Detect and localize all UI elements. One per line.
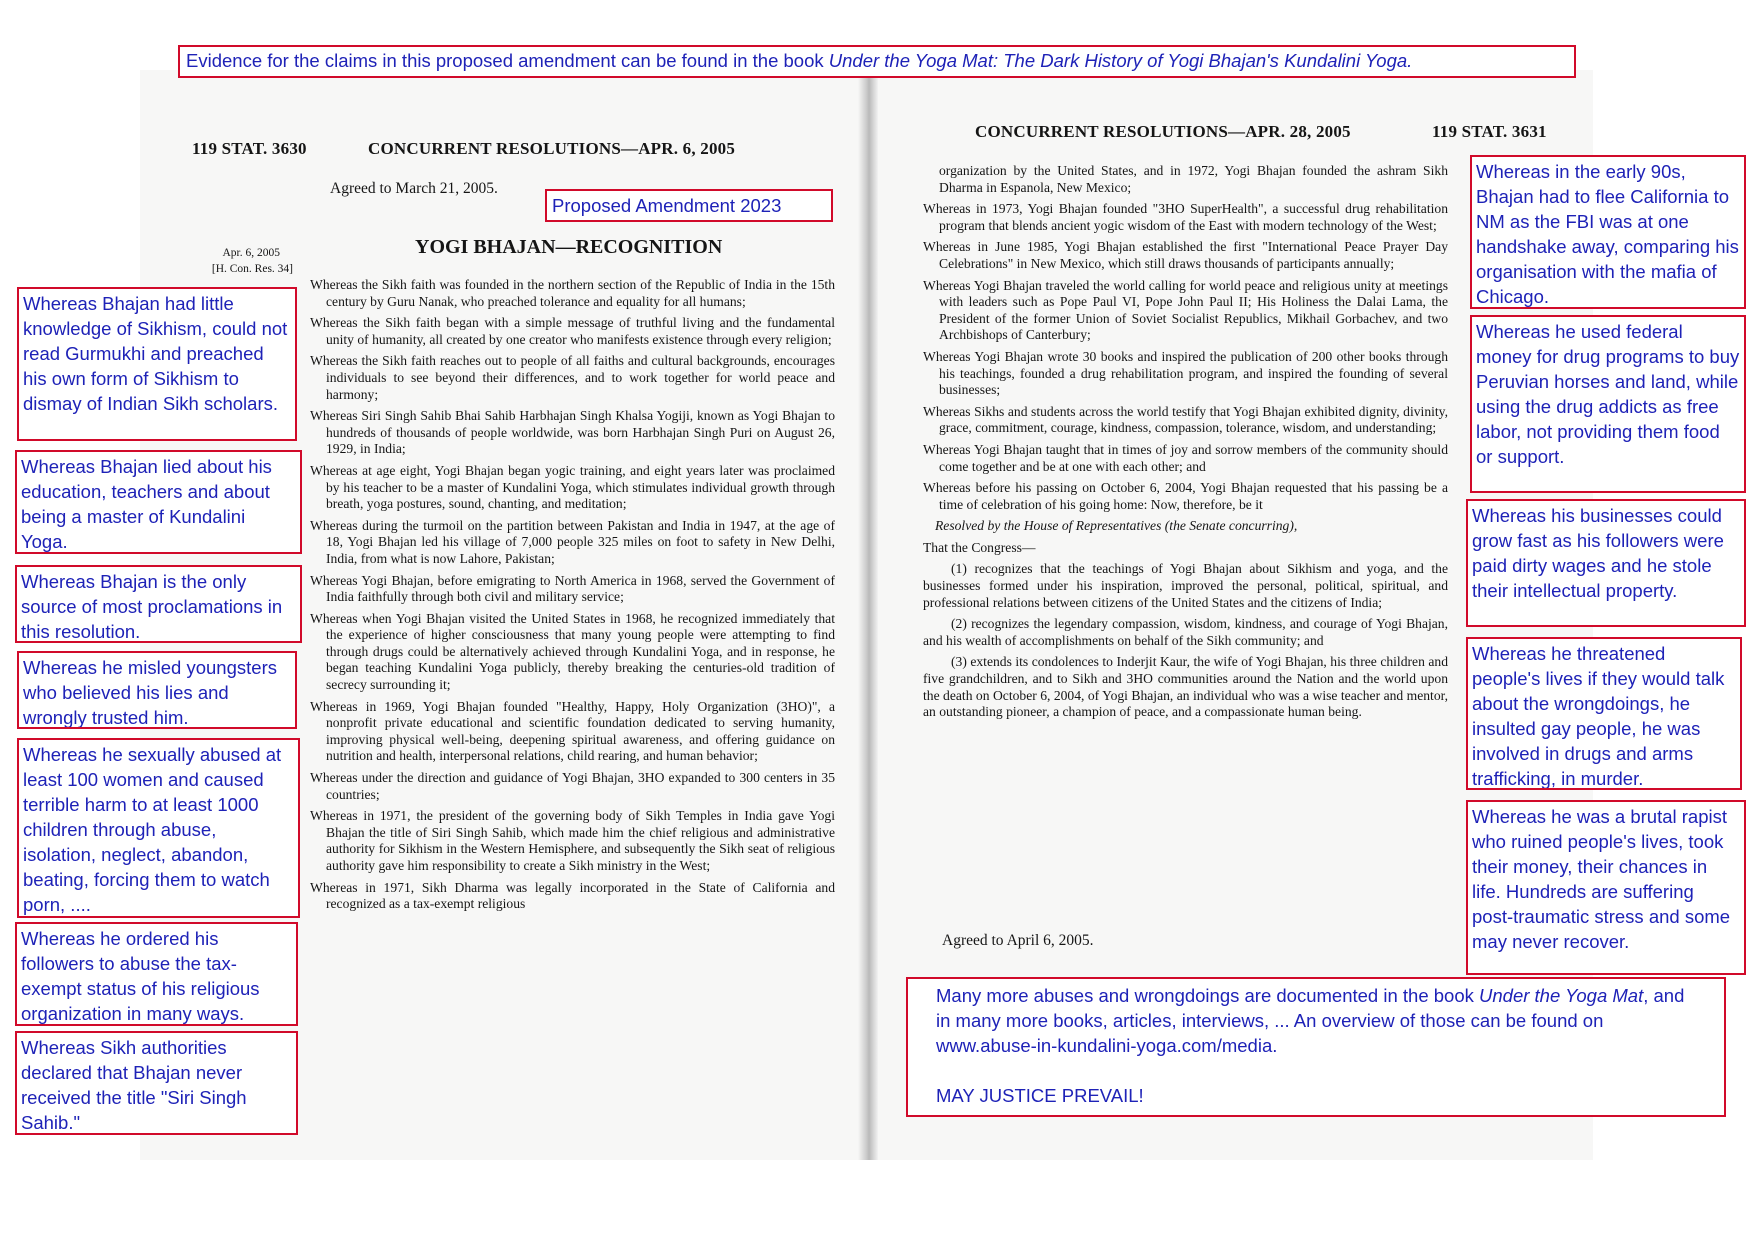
left-whereas-paragraph: Whereas the Sikh faith reaches out to people of all faiths and cultural backgrounds, encourages individuals to see beyond their differences, and to work together for world peace and harmony; xyxy=(310,353,835,402)
right-whereas-paragraph: Whereas Yogi Bhajan traveled the world calling for world peace and religious unity at meetings with leaders such as Pope Paul VI, Pope John Paul II; His Holiness the Dalai Lama, the President of the former Union of Soviet Socialist Republics, Mikhail Gorbachev, and two Archbishops of Canterbury; xyxy=(923,277,1448,343)
left-whereas-paragraph: Whereas in 1969, Yogi Bhajan founded "Healthy, Happy, Holy Organization (3HO)", a nonprofit private educational and scientific foundation dedicated to serving humanity, improving physical well-being, deepening spiritual awareness, and offering guidance on nutrition and health, interpersonal relations, child rearing, and human behavior; xyxy=(310,698,835,764)
left-whereas-paragraph: Whereas during the turmoil on the partition between Pakistan and India in 1947, at the age of 18, Yogi Bhajan led his village of 7,000 people 325 miles on foot to safety in New Delhi, India, from what is now Lahore, Pakistan; xyxy=(310,517,835,566)
left-whereas-paragraph: Whereas under the direction and guidance of Yogi Bhajan, 3HO expanded to 300 centers in 35 countries; xyxy=(310,770,835,802)
left-resolution-body xyxy=(310,277,835,1127)
left-margin-date: Apr. 6, 2005 xyxy=(222,247,280,259)
closing-note-rest: , and in many more books, articles, interviews, ... An overview of those can be found on www.abuse-in-kundalini-yoga.com/media. xyxy=(936,985,1685,1056)
right-whereas-paragraph: Whereas Yogi Bhajan taught that in times of joy and sorrow members of the community should come together and be at one with each other; and xyxy=(923,441,1448,474)
resolution-clause: (2) recognizes the legendary compassion, wisdom, kindness, and courage of Yogi Bhajan, and his wealth of accomplishments on behalf of the Sikh community; and xyxy=(923,616,1448,648)
book-spine xyxy=(858,75,878,1160)
left-annotation-note: Whereas he ordered his followers to abuse the tax-exempt status of his religious organization in many ways. xyxy=(15,922,298,1026)
left-agreed-line: Agreed to March 21, 2005. xyxy=(330,180,498,197)
closing-spacer xyxy=(936,1058,1694,1083)
right-whereas-paragraph: Whereas Yogi Bhajan wrote 30 books and inspired the publication of 200 other books through his teachings, founded a drug rehabilitation program, and inspired the founding of several businesses; xyxy=(923,348,1448,398)
resolution-clause: (1) recognizes that the teachings of Yogi Bhajan about Sikhism and yoga, and the businesses formed under his inspiration, improved the personal, political, spiritual, and professional relations between citizens of the United States and the citizens of India; xyxy=(923,561,1448,610)
right-resolution-body xyxy=(923,163,1448,943)
right-whereas-paragraph: Whereas in 1973, Yogi Bhajan founded "3HO SuperHealth", a successful drug rehabilitation program that blends ancient yogic wisdom of the East with modern technology of the West; xyxy=(923,201,1448,233)
left-whereas-paragraph: Whereas in 1971, the president of the governing body of Sikh Temples in India gave Yogi Bhajan the title of Siri Singh Sahib, which made him the chief religious and administrative authority for Sikhism in the Western Hemisphere, and subsequently the Sikh seat of religious authority gave him responsibility to create a Sikh ministry in the West; xyxy=(310,808,835,873)
left-stat-number: 119 STAT. 3630 xyxy=(192,139,307,158)
closing-book-title: Under the Yoga Mat xyxy=(1479,985,1644,1006)
left-annotation-note: Whereas Bhajan lied about his education, teachers and about being a master of Kundalini Yoga. xyxy=(15,450,302,554)
closing-note-text xyxy=(936,983,1694,1058)
left-annotation-note: Whereas he sexually abused at least 100 women and caused terrible harm to at least 1000 children through abuse, isolation, neglect, abandon, beating, forcing them to watch porn, .... xyxy=(17,738,300,918)
resolution-clause: (3) extends its condolences to Inderjit Kaur, the wife of Yogi Bhajan, his three children and five grandchildren, and to Sikh and 3HO communities around the Nation and the world upon the death on October 6, 2004, of Yogi Bhajan, an individual who was a wise teacher and mentor, an outstanding pioneer, a champion of peace, and a compassionate human being. xyxy=(923,654,1448,720)
left-whereas-paragraph: Whereas Yogi Bhajan, before emigrating to North America in 1968, served the Government of India faithfully through both civil and military service; xyxy=(310,572,835,605)
resolved-clause: Resolved by the House of Representatives (the Senate concurring), xyxy=(935,518,1298,534)
right-agreed-line: Agreed to April 6, 2005. xyxy=(942,932,1094,949)
that-congress-line: That the Congress— xyxy=(923,539,1036,555)
left-annotation-note: Whereas Bhajan had little knowledge of Sikhism, could not read Gurmukhi and preached his own form of Sikhism to dismay of Indian Sikh scholars. xyxy=(17,287,297,441)
closing-note xyxy=(906,977,1726,1117)
right-annotation-note: Whereas he used federal money for drug programs to buy Peruvian horses and land, while using the drug addicts as free labor, not providing them food or support. xyxy=(1470,315,1746,493)
right-stat-number: 119 STAT. 3631 xyxy=(1432,122,1547,141)
evidence-book-title: Under the Yoga Mat: The Dark History of Yogi Bhajan's Kundalini Yoga. xyxy=(828,50,1413,71)
left-margin-res: [H. Con. Res. 34] xyxy=(211,263,293,275)
right-whereas-paragraph: Whereas Sikhs and students across the world testify that Yogi Bhajan exhibited dignity, divinity, grace, commitment, courage, kindness, compassion, tolerance, wisdom, and understanding; xyxy=(923,403,1448,436)
right-continuation-paragraph: organization by the United States, and in 1972, Yogi Bhajan founded the ashram Sikh Dharma in Espanola, New Mexico; xyxy=(939,163,1448,195)
left-whereas-paragraph: Whereas when Yogi Bhajan visited the United States in 1968, he recognized immediately that the experience of higher consciousness that many young people were attempting to find through drugs could be alternatively achieved through Kundalini Yoga, and in response, he began teaching Kundalini Yoga publicly, thereby breaking the centuries-old tradition of secrecy surrounding it; xyxy=(310,610,835,693)
evidence-note xyxy=(178,45,1576,78)
proposed-amendment-label: Proposed Amendment 2023 xyxy=(545,189,833,222)
left-annotation-note: Whereas Sikh authorities declared that Bhajan never received the title "Siri Singh Sahib." xyxy=(15,1031,298,1135)
right-whereas-paragraph: Whereas before his passing on October 6, 2004, Yogi Bhajan requested that his passing be a time of celebration of his going home: Now, therefore, be it xyxy=(923,480,1448,512)
right-annotation-note: Whereas he was a brutal rapist who ruined people's lives, took their money, their chances in life. Hundreds are suffering post-traumatic stress and some may never recover. xyxy=(1466,800,1746,975)
right-annotation-note: Whereas in the early 90s, Bhajan had to flee California to NM as the FBI was at one handshake away, comparing his organisation with the mafia of Chicago. xyxy=(1470,155,1746,309)
justice-slogan: MAY JUSTICE PREVAIL! xyxy=(936,1085,1144,1106)
evidence-note-text: Evidence for the claims in this proposed amendment can be found in the book xyxy=(186,50,829,71)
right-annotation-note: Whereas his businesses could grow fast as his followers were paid dirty wages and he stole their intellectual property. xyxy=(1466,499,1746,627)
left-annotation-note: Whereas Bhajan is the only source of most proclamations in this resolution. xyxy=(15,565,302,643)
left-whereas-paragraph: Whereas the Sikh faith was founded in the northern section of the Republic of India in the 15th century by Guru Nanak, who preached tolerance and equality for all humans; xyxy=(310,277,835,309)
left-running-head: CONCURRENT RESOLUTIONS—APR. 6, 2005 xyxy=(368,139,736,158)
right-whereas-paragraph: Whereas in June 1985, Yogi Bhajan established the first "International Peace Prayer Day Celebrations" in New Mexico, which still draws thousands of participants annually; xyxy=(923,239,1448,271)
left-section-heading: YOGI BHAJAN—RECOGNITION xyxy=(415,236,723,258)
right-annotation-note: Whereas he threatened people's lives if they would talk about the wrongdoings, he insulted gay people, he was involved in drugs and arms trafficking, in murder. xyxy=(1466,637,1742,790)
left-annotation-note: Whereas he misled youngsters who believed his lies and wrongly trusted him. xyxy=(17,651,297,729)
left-whereas-paragraph: Whereas in 1971, Sikh Dharma was legally incorporated in the State of California and recognized as a tax-exempt religious xyxy=(310,879,835,912)
closing-note-prefix: Many more abuses and wrongdoings are documented in the book xyxy=(936,985,1480,1006)
right-running-head: CONCURRENT RESOLUTIONS—APR. 28, 2005 xyxy=(975,122,1351,141)
left-whereas-paragraph: Whereas at age eight, Yogi Bhajan began yogic training, and eight years later was proclaimed by his teacher to be a master of Kundalini Yoga, which stimulates individual growth through breath, yoga postures, sound, chanting, and meditation; xyxy=(310,462,835,512)
left-whereas-paragraph: Whereas the Sikh faith began with a simple message of truthful living and the fundamental unity of humanity, all created by one creator who manifests existence through every religion; xyxy=(310,315,835,347)
left-whereas-paragraph: Whereas Siri Singh Sahib Bhai Sahib Harbhajan Singh Khalsa Yogiji, known as Yogi Bhajan to hundreds of thousands of people worldwide, was born Harbhajan Singh Puri on August 26, 1929, in India; xyxy=(310,408,835,457)
